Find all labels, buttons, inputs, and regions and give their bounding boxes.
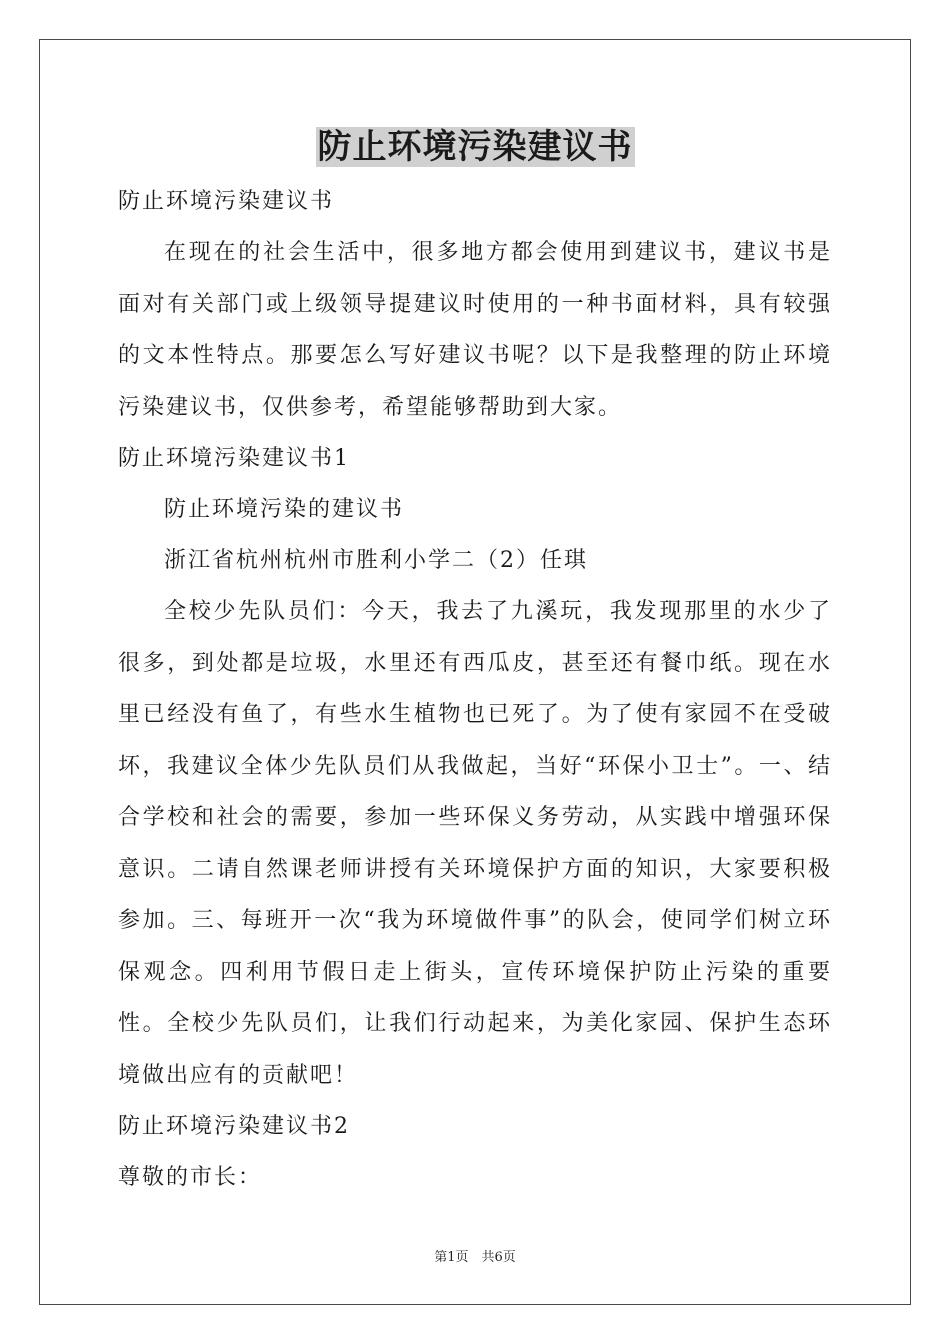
section1-body: 全校少先队员们：今天，我去了九溪玩，我发现那里的水少了很多，到处都是垃圾，水里还有西瓜皮，甚至还有餐巾纸。现在水里已经没有鱼了，有些水生植物也已死了。为了使有家园不在受破坏，我建议全体少先队员们从我做起，当好“环保小卫士”。一、结合学校和社会的需要，参加一些环保义务劳动，从实践中增强环保意识。二请自然课老师讲授有关环境保护方面的知识，大家要积极参加。三、每班开一次“我为环境做件事”的队会，使同学们树立环保观念。四利用节假日走上街头，宣传环境保护防止污染的重要性。全校少先队员们，让我们行动起来，为美化家园、保护生态环境做出应有的贡献吧！: [118, 599, 832, 1088]
section1-author: 浙江省杭州杭州市胜利小学二（2）任琪: [164, 548, 588, 573]
document-title-wrap: [0, 124, 950, 170]
section1-subtitle: 防止环境污染的建议书: [164, 497, 405, 522]
section1-heading: 防止环境污染建议书1: [118, 446, 350, 471]
document-body: [118, 176, 832, 1203]
page-footer: 第1页 共6页: [434, 1250, 516, 1265]
section2-heading: 防止环境污染建议书2: [118, 1114, 350, 1139]
document-heading: 防止环境污染建议书: [118, 189, 335, 214]
intro-paragraph: 在现在的社会生活中，很多地方都会使用到建议书，建议书是面对有关部门或上级领导提建议时使用的一种书面材料，具有较强的文本性特点。那要怎么写好建议书呢？以下是我整理的防止环境污染建议书，仅供参考，希望能够帮助到大家。: [118, 240, 832, 420]
document-title: 防止环境污染建议书: [317, 127, 633, 167]
section2-salutation: 尊敬的市长：: [118, 1165, 263, 1190]
